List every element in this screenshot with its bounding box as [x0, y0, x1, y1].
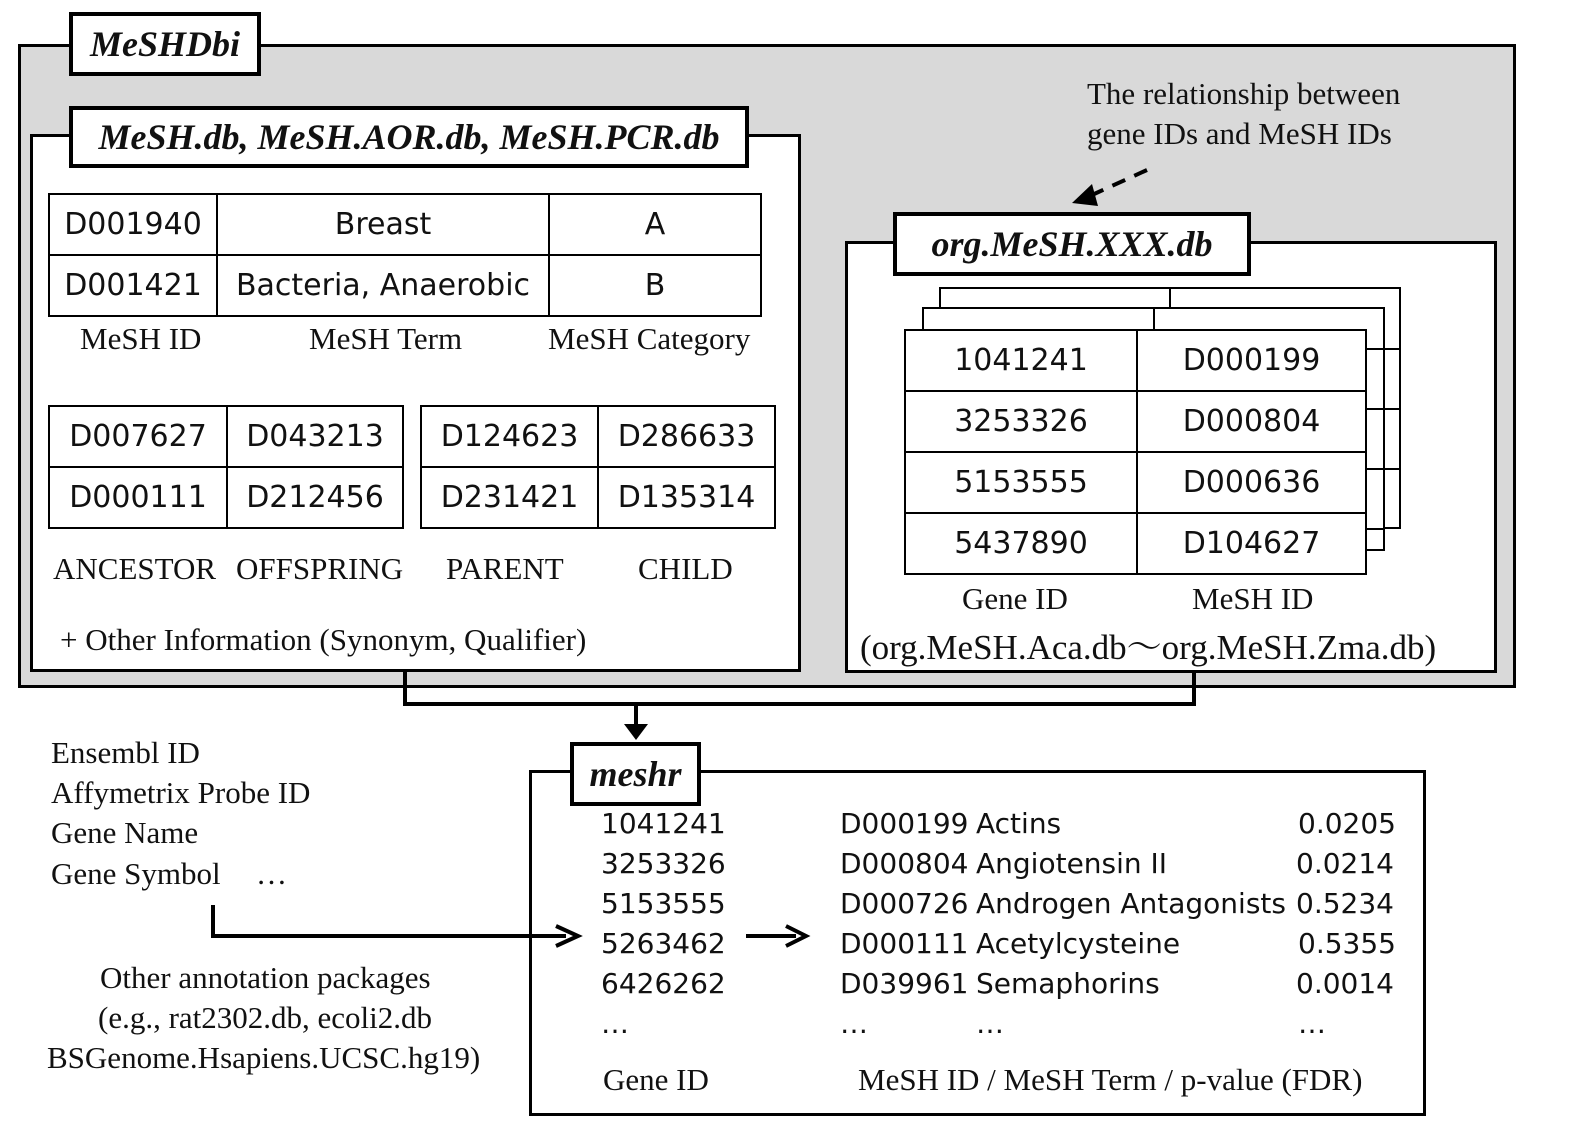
meshr-gene-id: 1041241	[601, 807, 726, 840]
meshr-gene-id: 5153555	[601, 887, 726, 920]
result-term: Androgen Antagonists	[976, 887, 1286, 920]
dashed-annotation-arrow	[1092, 170, 1147, 195]
meshr-gene-id: 3253326	[601, 847, 726, 880]
offspring-cell: D212456	[227, 467, 403, 528]
mesh-id-cell: D000199	[1137, 330, 1366, 391]
mesh-category-cell: A	[549, 194, 761, 255]
gene-id-cell: 5437890	[905, 513, 1137, 574]
label-ancestor: ANCESTOR	[53, 551, 217, 586]
id-type-gene-name: Gene Name	[51, 815, 199, 850]
mesh-category-cell: B	[549, 255, 761, 316]
result-pvalue: 0.0014	[1296, 967, 1394, 1000]
mesh-id-cell: D000804	[1137, 391, 1366, 452]
result-pvalue: 0.0214	[1296, 847, 1394, 880]
result-pvalue: 0.5355	[1298, 927, 1396, 960]
gene-id-cell: 5153555	[905, 452, 1137, 513]
result-term: Semaphorins	[976, 967, 1160, 1000]
label-mesh-term: MeSH Term	[309, 321, 463, 356]
parent-cell: D124623	[421, 406, 598, 467]
meshdbi-to-meshr-connector	[405, 672, 1194, 728]
gene-id-cell: 1041241	[905, 330, 1137, 391]
offspring-cell: D043213	[227, 406, 403, 467]
result-mesh-id: …	[840, 1007, 868, 1040]
arrow-down-icon	[624, 724, 648, 740]
mesh-id-cell: D104627	[1137, 513, 1366, 574]
result-term: Acetylcysteine	[976, 927, 1181, 960]
org-db-range: (org.MeSH.Aca.db〜org.MeSH.Zma.db)	[860, 628, 1437, 667]
result-mesh-id: D000804	[840, 847, 969, 880]
label-offspring: OFFSPRING	[236, 551, 404, 586]
label-org-gene-id: Gene ID	[962, 581, 1068, 616]
meshr-gene-id: …	[601, 1007, 629, 1040]
mesh-id-cell: D001940	[49, 194, 217, 255]
result-mesh-id: D039961	[840, 967, 969, 1000]
meshr-gene-id: 6426262	[601, 967, 726, 1000]
result-mesh-id: D000199	[840, 807, 969, 840]
ancestor-cell: D007627	[49, 406, 227, 467]
result-term: Actins	[976, 807, 1062, 840]
meshr-gene-id: 5263462	[601, 927, 726, 960]
label-parent: PARENT	[446, 551, 564, 586]
label-meshr-results: MeSH ID / MeSH Term / p-value (FDR)	[858, 1062, 1363, 1097]
parent-cell: D231421	[421, 467, 598, 528]
ancestor-cell: D000111	[49, 467, 227, 528]
id-type-ensembl: Ensembl ID	[51, 735, 200, 770]
label-child: CHILD	[638, 551, 733, 586]
mesh-id-cell: D001421	[49, 255, 217, 316]
id-type-ellipsis: …	[256, 856, 287, 891]
id-type-affymetrix: Affymetrix Probe ID	[51, 775, 311, 810]
arrow-head-icon	[1072, 184, 1098, 206]
result-pvalue: 0.0205	[1298, 807, 1396, 840]
meshdbi-title: MeSHDbi	[69, 12, 261, 76]
result-mesh-id: D000726	[840, 887, 969, 920]
mesh-id-cell: D000636	[1137, 452, 1366, 513]
result-pvalue: …	[1298, 1007, 1326, 1040]
gene-id-cell: 3253326	[905, 391, 1137, 452]
label-mesh-id: MeSH ID	[80, 321, 202, 356]
input-connector	[213, 905, 566, 936]
result-term: …	[976, 1007, 1004, 1040]
other-packages-line2: (e.g., rat2302.db, ecoli2.db	[98, 1000, 433, 1035]
id-type-gene-symbol: Gene Symbol	[51, 856, 221, 891]
meshr-title: meshr	[570, 742, 701, 806]
org-db-title: org.MeSH.XXX.db	[893, 212, 1251, 276]
label-meshr-gene-id: Gene ID	[603, 1062, 709, 1097]
result-term: Angiotensin II	[976, 847, 1168, 880]
other-packages-line1: Other annotation packages	[100, 960, 431, 995]
mesh-term-cell: Breast	[217, 194, 549, 255]
other-packages-line3: BSGenome.Hsapiens.UCSC.hg19)	[47, 1040, 481, 1075]
result-pvalue: 0.5234	[1296, 887, 1394, 920]
child-cell: D135314	[598, 467, 775, 528]
mesh-db-title: MeSH.db, MeSH.AOR.db, MeSH.PCR.db	[69, 106, 749, 168]
relationship-annotation-line1: The relationship between	[1087, 76, 1401, 111]
other-information: + Other Information (Synonym, Qualifier)	[60, 622, 587, 657]
mesh-term-cell: Bacteria, Anaerobic	[217, 255, 549, 316]
relationship-annotation-line2: gene IDs and MeSH IDs	[1087, 116, 1392, 151]
label-org-mesh-id: MeSH ID	[1192, 581, 1314, 616]
label-mesh-category: MeSH Category	[548, 321, 751, 356]
child-cell: D286633	[598, 406, 775, 467]
result-mesh-id: D000111	[840, 927, 969, 960]
stack-ticks	[1367, 349, 1401, 529]
